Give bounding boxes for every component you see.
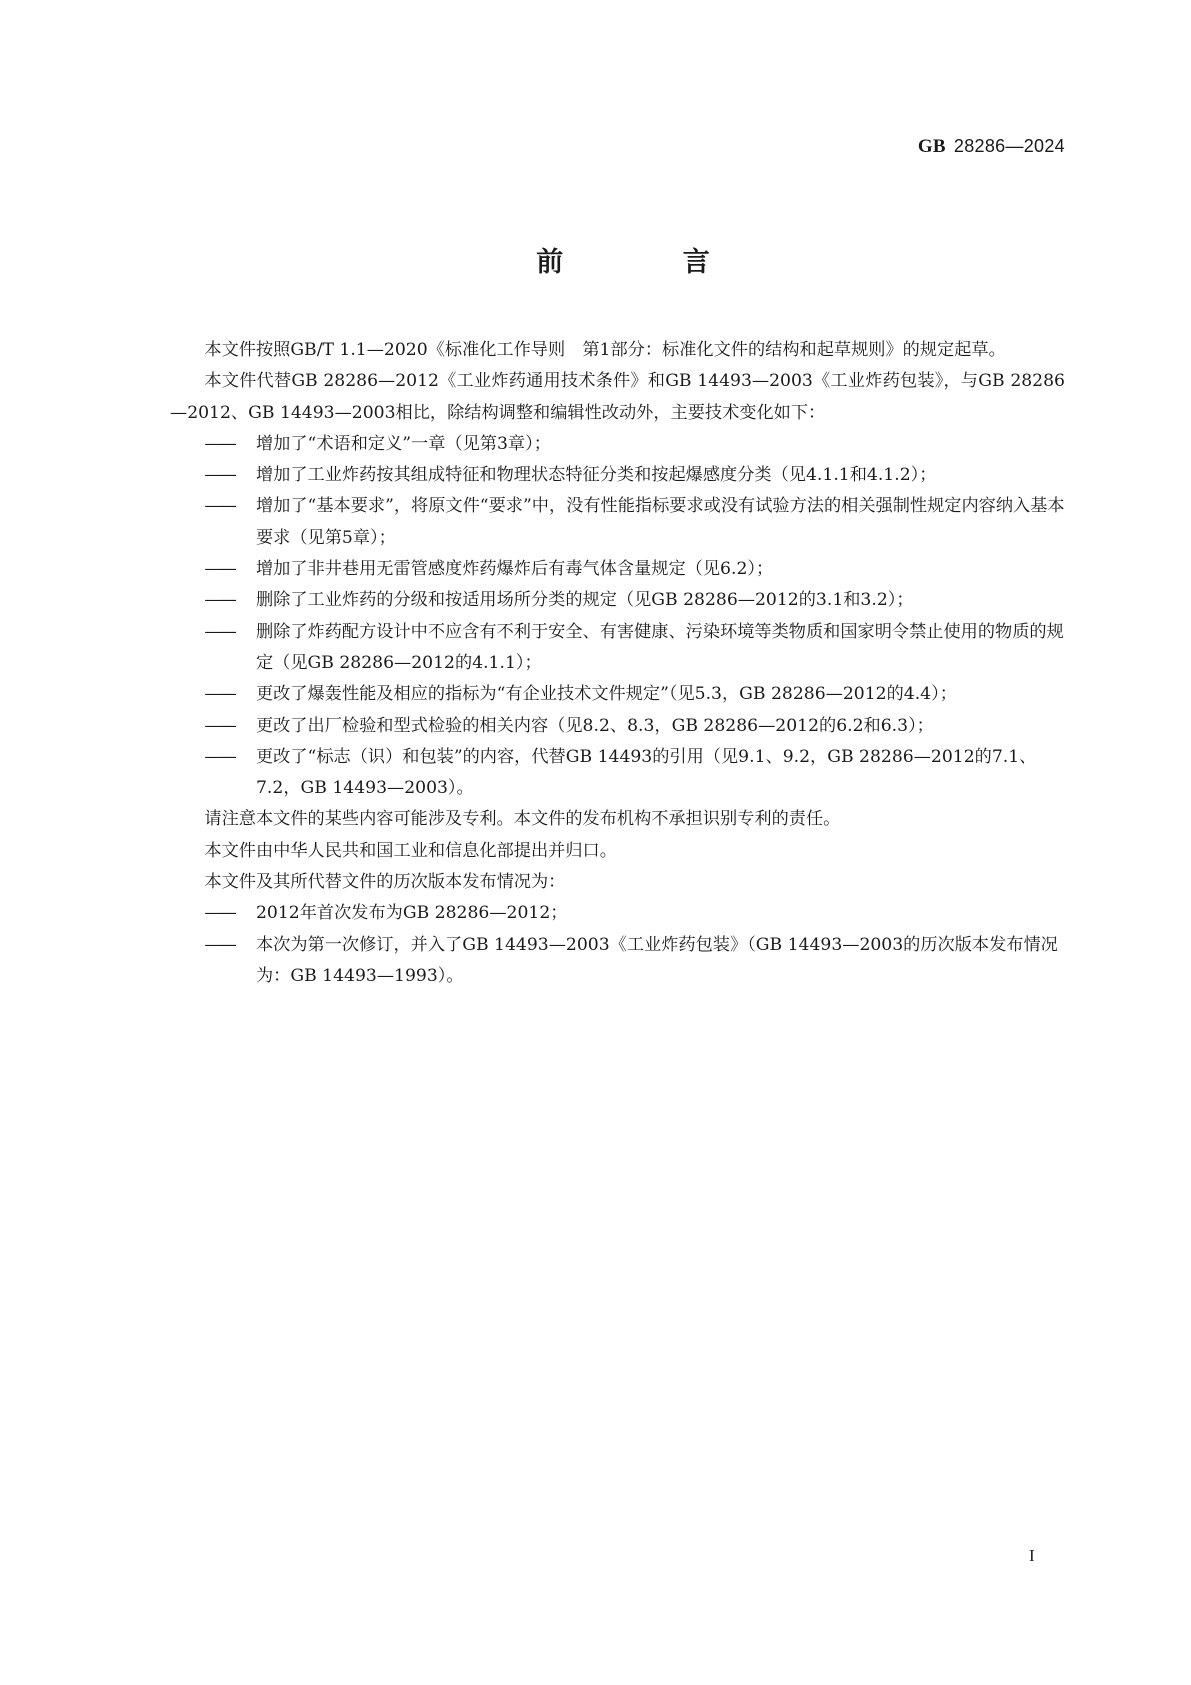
dash-marker: ——	[204, 621, 235, 642]
list-item-text: 删除了炸药配方设计中不应含有不利于安全、有害健康、污染环境等类物质和国家明令禁止使用的物质的规定（见GB 28286—2012的4.1.1）；	[255, 621, 1064, 673]
paragraph: 本文件代替GB 28286—2012《工业炸药通用技术条件》和GB 14493—2003《工业炸药包装》，与GB 28286—2012、GB 14493—2003相比，除结构调整和编辑性改动外，主要技术变化如下：	[170, 371, 1065, 423]
list-item	[204, 617, 1065, 680]
list-item	[204, 585, 1065, 616]
list-item-text: 增加了工业炸药按其组成特征和物理状态特征分类和按起爆感度分类（见4.1.1和4.1.2）；	[255, 465, 937, 486]
list-item-text: 更改了爆轰性能及相应的指标为“有企业技术文件规定”（见5.3，GB 28286—2012的4.4）；	[255, 684, 957, 705]
standard-prefix: GB	[917, 136, 946, 157]
list-item-text: 增加了非井巷用无雷管感度炸药爆炸后有毒气体含量规定（见6.2）；	[255, 559, 774, 580]
page-title: 前 言	[536, 247, 765, 278]
paragraph: 请注意本文件的某些内容可能涉及专利。本文件的发布机构不承担识别专利的责任。	[204, 809, 841, 830]
paragraph: 本文件由中华人民共和国工业和信息化部提出并归口。	[204, 840, 617, 861]
dash-marker: ——	[204, 934, 235, 955]
foreword-body	[170, 335, 1065, 992]
list-item-text: 本次为第一次修订，并入了GB 14493—2003《工业炸药包装》（GB 14493—2003的历次版本发布情况为：GB 14493—1993）。	[255, 934, 1058, 986]
list-item	[204, 679, 1065, 710]
list-item-text: 更改了“标志（识）和包装”的内容，代替GB 14493的引用（见9.1、9.2，GB 28286—2012的7.1、7.2，GB 14493—2003）。	[255, 746, 1037, 799]
list-item	[204, 460, 1065, 491]
list-item	[204, 711, 1065, 742]
standard-number: 28286—2024	[953, 136, 1065, 156]
list-item-text: 更改了出厂检验和型式检验的相关内容（见8.2、8.3，GB 28286—2012的6.2和6.3）；	[255, 715, 934, 736]
dash-marker: ——	[204, 559, 235, 580]
list-item	[204, 491, 1065, 554]
dash-marker: ——	[204, 903, 235, 924]
list-item-text: 增加了“基本要求”，将原文件“要求”中，没有性能指标要求或没有试验方法的相关强制性规定内容纳入基本要求（见第5章）；	[255, 496, 1065, 548]
standard-code-header	[918, 136, 1065, 158]
list-item	[204, 930, 1065, 993]
page-number: I	[1029, 1546, 1035, 1565]
dash-marker: ——	[204, 465, 235, 486]
dash-marker: ——	[204, 715, 235, 736]
paragraph: 本文件按照GB/T 1.1—2020《标准化工作导则 第1部分：标准化文件的结构和起草规则》的规定起草。	[204, 340, 1006, 360]
list-item	[204, 554, 1065, 585]
paragraph: 本文件及其所代替文件的历次版本发布情况为：	[204, 872, 566, 893]
dash-marker: ——	[204, 684, 235, 705]
list-item-text: 删除了工业炸药的分级和按适用场所分类的规定（见GB 28286—2012的3.1和3.2）；	[255, 590, 914, 611]
dash-marker: ——	[204, 433, 235, 454]
dash-marker: ——	[204, 496, 235, 517]
list-item	[204, 898, 1065, 929]
list-item	[204, 429, 1065, 460]
dash-marker: ——	[204, 590, 235, 611]
list-item-text: 增加了“术语和定义”一章（见第3章）；	[255, 433, 551, 454]
list-item-text: 2012年首次发布为GB 28286—2012；	[255, 903, 568, 924]
list-item	[204, 742, 1065, 805]
dash-marker: ——	[204, 746, 235, 767]
